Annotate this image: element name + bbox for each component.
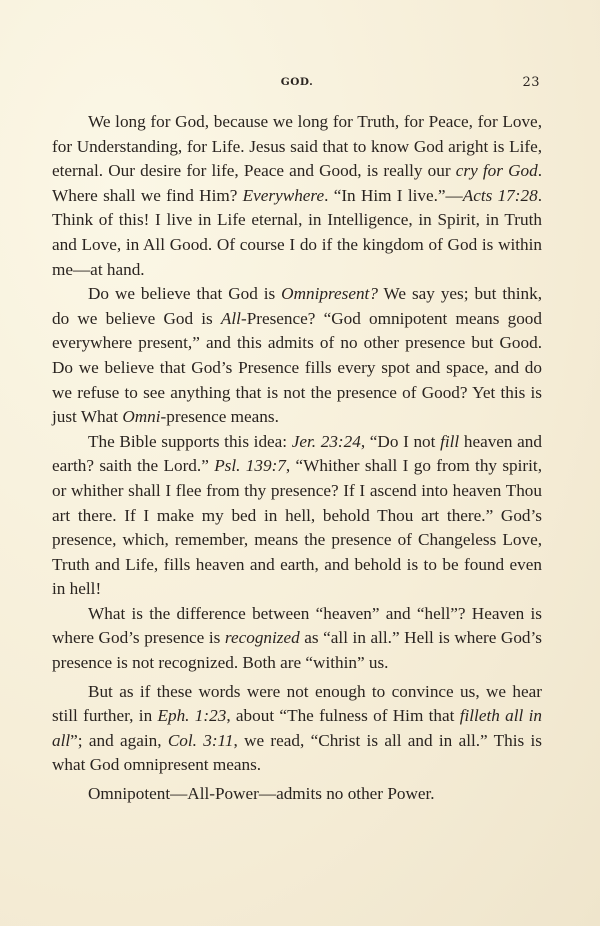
paragraph (52, 602, 542, 676)
page-number: 23 (522, 75, 540, 90)
text-run: , about “The fulness of Him that (226, 706, 460, 726)
text-run: But as if these words were not enough to convince us, we hear still further, in (52, 681, 542, 726)
italic-text: Acts 17:28 (462, 185, 538, 205)
text-run: We long for God, because we long for Truth, for Peace, for Love, for Understanding, for Life. Jesus said that to know God aright is Life, eternal. Our desire for life, Peace and Good, is really our (52, 112, 542, 181)
body-text (52, 110, 542, 807)
text-run: What is the difference between “heaven” and “hell”? Heaven is where God’s presence is (52, 603, 542, 648)
text-run: , “Do I not (360, 431, 441, 451)
text-run: , we read, “Christ is all and in all.” This is what God omnipresent means. (52, 730, 542, 775)
paragraph (52, 680, 542, 778)
italic-text: Jer. 23:24 (291, 431, 361, 451)
italic-text: Omnipresent? (281, 284, 378, 304)
italic-text: All (220, 308, 241, 328)
italic-text: filleth all in all (52, 706, 542, 750)
text-run: as “all in all.” Hell is where God’s presence is not recognized. Both are “within” us. (52, 628, 542, 673)
book-page (52, 76, 542, 807)
paragraph (52, 430, 542, 602)
italic-text: Everywhere (242, 185, 325, 205)
italic-text: Psl. 139:7 (214, 456, 286, 476)
italic-text: Col. 3:11 (167, 730, 234, 750)
text-run: . “In Him I live.”— (324, 185, 463, 205)
text-run: Do we believe that God is (88, 284, 282, 304)
italic-text: recognized (224, 628, 300, 648)
italic-text: Omni (122, 407, 161, 427)
running-head (52, 76, 542, 98)
text-run: -Presence? “God omnipotent means good everywhere present,” and this admits of no other presence but Good. Do we believe that God’s Presence fills every spot and space, and do we refuse to see anything that is not the presence of Good? Yet this is just What (52, 308, 542, 427)
italic-text: Eph. 1:23 (157, 706, 227, 726)
running-title: GOD. (280, 76, 314, 88)
text-run: -presence means. (160, 407, 279, 427)
text-run: . Where shall we find Him? (52, 161, 542, 205)
text-run: We say yes; but think, do we believe God is (52, 284, 542, 328)
text-run: . Think of this! I live in Life eternal, in Intelligence, in Spirit, in Truth and Love, in All Good. Of course I do if the kingdom of God is within me—at hand. (52, 185, 542, 279)
italic-text: fill (440, 431, 460, 451)
paragraph (52, 782, 542, 807)
text-run: heaven and earth? saith the Lord.” (52, 431, 542, 476)
paragraph (52, 110, 542, 282)
text-run: The Bible supports this idea: (88, 431, 292, 451)
text-run: Omnipotent—All-Power—admits no other Power. (88, 784, 435, 804)
text-run: , “Whither shall I go from thy spirit, or whither shall I flee from thy presence? If I ascend into heaven Thou art there. If I make my bed in hell, behold Thou art there.” God’s presence, which, remember, means the presence of Changeless Love, Truth and Life, fills heaven and earth, and behold is to be found even in hell! (52, 456, 542, 599)
paragraph (52, 282, 542, 430)
italic-text: cry for God (455, 161, 538, 181)
text-run: ”; and again, (70, 730, 168, 750)
